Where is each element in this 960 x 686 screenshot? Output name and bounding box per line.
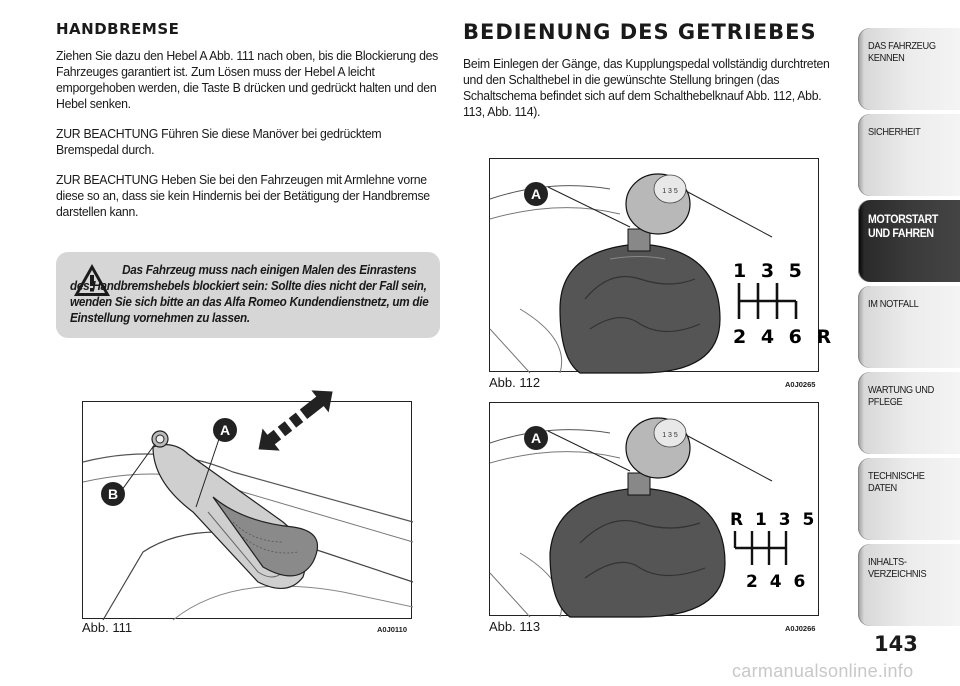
shift-pattern-top-113: R 1 3 5 xyxy=(730,510,818,530)
handbrake-illustration xyxy=(83,402,413,620)
handbrake-section xyxy=(56,20,440,234)
paragraph-note-armrest: ZUR BEACHTUNG Heben Sie bei den Fahrzeugen mit Armlehne vorne diese so an, dass sie kein Hindernis bei der Betätigung der Handbremse darstellen kann. xyxy=(56,172,430,219)
tab-label: WARTUNG UND PFLEGE xyxy=(868,384,934,408)
callout-a-label: A xyxy=(219,422,231,438)
transmission-section xyxy=(463,20,843,120)
figure-gear-knob-113 xyxy=(489,402,819,616)
warning-box xyxy=(56,252,440,338)
figure-code-113: A0J0266 xyxy=(785,624,816,633)
paragraph-transmission-intro: Beim Einlegen der Gänge, das Kupplungspedal vollständig durchtreten und den Schalthebel in die gewünschte Stellung bringen (das Schaltschema befindet sich auf dem Schalthebelknauf Abb. 112, Abb. 113, Abb. 114). xyxy=(463,56,830,119)
callout-a-label-113: A xyxy=(530,430,542,446)
tab-sicherheit[interactable] xyxy=(858,114,960,196)
figure-code-112: A0J0265 xyxy=(785,380,816,389)
paragraph-handbrake-operation: Ziehen Sie dazu den Hebel A Abb. 111 nach oben, bis die Blockierung des Fahrzeuges garantiert ist. Zum Lösen muss der Hebel A leicht emporgehoben werden, die Taste B drücken und gedrückt halten und den Hebel senken. xyxy=(56,48,439,111)
section-heading-transmission: BEDIENUNG DES GETRIEBES xyxy=(463,20,817,44)
callout-b-handbrake xyxy=(101,482,125,506)
tab-im-notfall[interactable] xyxy=(858,286,960,368)
tab-label: INHALTS- VERZEICHNIS xyxy=(868,556,927,580)
gear-knob-illustration-113 xyxy=(490,403,820,617)
callout-a-label-112: A xyxy=(530,186,542,202)
page-number: 143 xyxy=(874,632,918,656)
warning-text: Das Fahrzeug muss nach einigen Malen des Einrastens des Handbremshebels blockiert sein: Sollte dies nicht der Fall sein, wenden Sie sich bitte an das Alfa Romeo Kundendienstnetz, um die Einstellung vornehmen zu lassen. xyxy=(70,263,429,325)
figure-caption-113: Abb. 113 xyxy=(489,619,541,634)
shift-pattern-bottom-113: 2 4 6 xyxy=(746,572,809,592)
figure-caption-111: Abb. 111 xyxy=(82,620,133,635)
gear-knob-illustration-112 xyxy=(490,159,836,373)
callout-a-handbrake xyxy=(213,418,237,442)
callout-b-label: B xyxy=(107,486,119,502)
shift-pattern-bottom-112: 2 4 6 R xyxy=(733,326,836,348)
tab-label: IM NOTFALL xyxy=(868,298,919,310)
tab-label: MOTORSTART UND FAHREN xyxy=(868,212,939,240)
chapter-tabs xyxy=(858,28,960,630)
tab-motorstart-und-fahren[interactable] xyxy=(858,200,960,282)
svg-text:1 3 5: 1 3 5 xyxy=(662,432,678,439)
figure-gear-knob-112 xyxy=(489,158,836,372)
shift-gate-icon-113 xyxy=(735,531,786,565)
tab-das-fahrzeug-kennen[interactable] xyxy=(858,28,960,110)
svg-text:1 3 5: 1 3 5 xyxy=(662,188,678,195)
tab-label: DAS FAHRZEUG KENNEN xyxy=(868,40,936,64)
figure-handbrake xyxy=(82,401,412,619)
callout-a-112 xyxy=(524,182,548,206)
shift-gate-icon-112 xyxy=(739,283,796,319)
tab-wartung-und-pflege[interactable] xyxy=(858,372,960,454)
callout-a-113 xyxy=(524,426,548,450)
tab-label: TECHNISCHE DATEN xyxy=(868,470,925,494)
tab-label: SICHERHEIT xyxy=(868,126,921,138)
tab-technische-daten[interactable] xyxy=(858,458,960,540)
paragraph-note-brake-pedal: ZUR BEACHTUNG Führen Sie diese Manöver bei gedrücktem Bremspedal durch. xyxy=(56,126,382,157)
watermark: carmanualsonline.info xyxy=(732,661,914,681)
section-heading-handbrake: HANDBREMSE xyxy=(56,20,180,38)
figure-code-111: A0J0110 xyxy=(377,625,408,634)
shift-pattern-top-112: 1 3 5 xyxy=(733,260,806,282)
figure-caption-112: Abb. 112 xyxy=(489,375,541,390)
tab-inhaltsverzeichnis[interactable] xyxy=(858,544,960,626)
